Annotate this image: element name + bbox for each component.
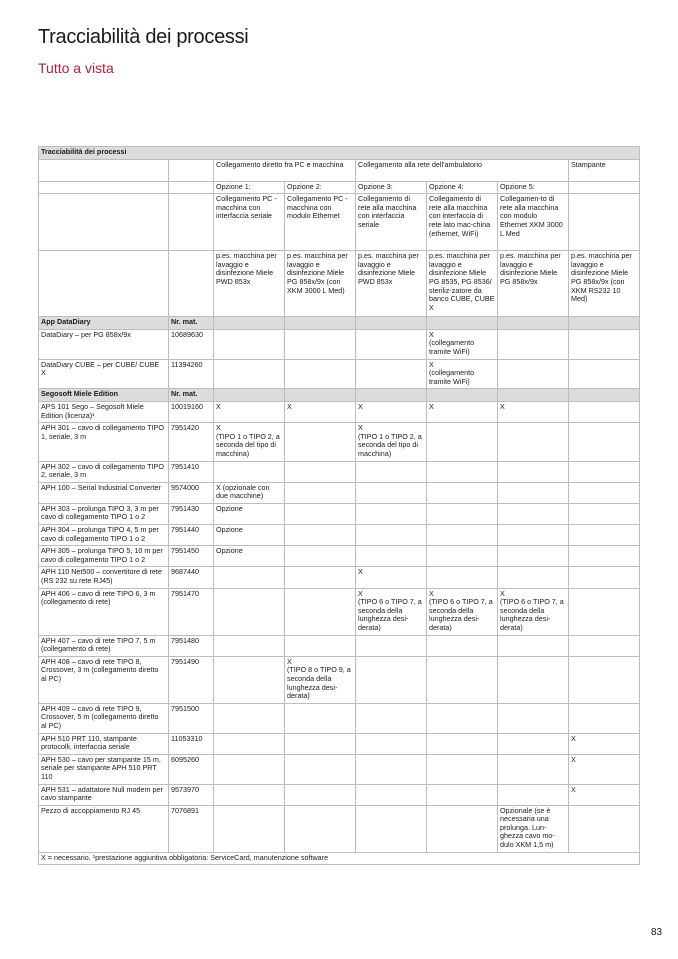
option-cell — [214, 567, 285, 588]
option-cell: Opzione — [214, 546, 285, 567]
group-label-direct: Collegamento diretto fra PC e macchina — [214, 159, 356, 181]
table-caption: Tracciabilità dei processi — [39, 147, 640, 160]
material-number: 7951420 — [169, 423, 214, 461]
material-number: 9574000 — [169, 482, 214, 503]
option-cell — [356, 359, 427, 389]
empty-cell — [356, 317, 427, 330]
option-cell — [427, 656, 498, 703]
table-row — [39, 482, 640, 503]
material-number: 11053310 — [169, 733, 214, 754]
group-label-printer: Stampante — [569, 159, 640, 181]
option-cell — [427, 503, 498, 524]
option-cell: X (TIPO 6 o TIPO 7, a seconda della lunghezza desi-derata) — [356, 588, 427, 635]
option-cell — [498, 703, 569, 733]
option-cell: X — [285, 401, 356, 422]
example-machine: p.es. macchina per lavaggio e disinfezione Miele PG 858x/9x (con XKM 3000 L Med) — [285, 251, 356, 317]
option-cell: Opzionale (se è necessaria una prolunga. Lun-ghezza cavo mo-dulo XKM 1,5 m) — [498, 805, 569, 852]
material-number-header: Nr. mat. — [169, 317, 214, 330]
option-cell — [285, 503, 356, 524]
article-name: APH 303 – prolunga TIPO 3, 3 m per cavo di collegamento TIPO 1 o 2 — [39, 503, 169, 524]
caption-row — [39, 147, 640, 160]
option-cell — [285, 805, 356, 852]
empty-cell — [214, 389, 285, 402]
option-cell — [356, 546, 427, 567]
empty-cell — [356, 389, 427, 402]
option-cell — [569, 525, 640, 546]
option-cell — [427, 703, 498, 733]
option-cell — [356, 703, 427, 733]
option-cell — [427, 461, 498, 482]
material-number: 7951500 — [169, 703, 214, 733]
article-name: APH 100 – Serial Industrial Converter — [39, 482, 169, 503]
option-cell — [569, 588, 640, 635]
table-row — [39, 423, 640, 461]
descriptions-row — [39, 194, 640, 251]
article-name: APH 510 PRT 110, stampante protocolli, interfaccia seriale — [39, 733, 169, 754]
option-cell — [569, 703, 640, 733]
empty-cell — [39, 159, 169, 181]
option-cell — [427, 423, 498, 461]
option-cell — [498, 546, 569, 567]
empty-cell — [39, 194, 169, 251]
option-cell — [356, 635, 427, 656]
option-cell — [498, 525, 569, 546]
article-name: Pezzo di accoppiamento RJ 45 — [39, 805, 169, 852]
options-row — [39, 181, 640, 194]
empty-cell — [569, 181, 640, 194]
empty-cell — [427, 389, 498, 402]
article-name: DataDiary CUBE – per CUBE/ CUBE X — [39, 359, 169, 389]
material-number: 6095260 — [169, 754, 214, 784]
option-cell — [498, 359, 569, 389]
option-cell — [569, 503, 640, 524]
option-cell: Opzione — [214, 525, 285, 546]
empty-cell — [169, 159, 214, 181]
section-header-row — [39, 317, 640, 330]
option-label: Opzione 3: — [356, 181, 427, 194]
option-cell — [498, 482, 569, 503]
option-cell — [214, 703, 285, 733]
table-row — [39, 784, 640, 805]
option-cell: X (TIPO 1 o TIPO 2, a seconda del tipo di macchina) — [214, 423, 285, 461]
material-number-header: Nr. mat. — [169, 389, 214, 402]
option-cell — [285, 461, 356, 482]
option-cell — [285, 635, 356, 656]
option-description: Collegamento PC - macchina con interfaccia seriale — [214, 194, 285, 251]
empty-cell — [498, 389, 569, 402]
option-cell — [498, 635, 569, 656]
option-cell — [285, 525, 356, 546]
option-cell: X (opzionale con due macchine) — [214, 482, 285, 503]
article-name: APH 530 – cavo per stampante 15 m, seriale per stampante APH 510 PRT 110 — [39, 754, 169, 784]
article-name: DataDiary – per PG 858x/9x — [39, 329, 169, 359]
option-cell: X (TIPO 8 o TIPO 9, a seconda della lunghezza desi-derata) — [285, 656, 356, 703]
option-cell — [427, 567, 498, 588]
option-cell — [569, 329, 640, 359]
material-number: 7951470 — [169, 588, 214, 635]
option-cell — [498, 656, 569, 703]
option-cell — [356, 805, 427, 852]
material-number: 7951430 — [169, 503, 214, 524]
option-cell — [214, 656, 285, 703]
example-machine: p.es. macchina per lavaggio e disinfezione Miele PWD 853x — [214, 251, 285, 317]
table-row — [39, 733, 640, 754]
empty-cell — [169, 251, 214, 317]
article-name: APH 531 – adattatore Null modem per cavo stampante — [39, 784, 169, 805]
article-name: APH 409 – cavo di rete TIPO 9, Crossover, 5 m (collegamento diretto al PC) — [39, 703, 169, 733]
option-cell — [498, 784, 569, 805]
section-header-row — [39, 389, 640, 402]
option-label: Opzione 4: — [427, 181, 498, 194]
option-cell — [214, 461, 285, 482]
option-label: Opzione 2: — [285, 181, 356, 194]
option-cell: X — [569, 784, 640, 805]
process-traceability-table — [38, 146, 640, 865]
material-number: 7951490 — [169, 656, 214, 703]
option-cell — [214, 805, 285, 852]
option-cell — [427, 754, 498, 784]
option-cell — [356, 503, 427, 524]
table-row — [39, 546, 640, 567]
table-row — [39, 805, 640, 852]
material-number: 10689630 — [169, 329, 214, 359]
option-description: Collegamen-to di rete alla macchina con modulo Ethernet XKM 3000 L Med — [498, 194, 569, 251]
empty-cell — [39, 251, 169, 317]
option-cell — [356, 461, 427, 482]
page-title: Tracciabilità dei processi — [38, 26, 249, 48]
table-row — [39, 635, 640, 656]
option-cell: X — [214, 401, 285, 422]
example-machine: p.es. macchina per lavaggio e disinfezione Miele PG 858x/9x — [498, 251, 569, 317]
option-cell — [356, 754, 427, 784]
section-title: App DataDiary — [39, 317, 169, 330]
material-number: 7951450 — [169, 546, 214, 567]
empty-cell — [569, 194, 640, 251]
empty-cell — [498, 317, 569, 330]
option-cell — [569, 401, 640, 422]
table-row — [39, 656, 640, 703]
option-cell — [214, 329, 285, 359]
option-cell — [569, 461, 640, 482]
option-label: Opzione 1: — [214, 181, 285, 194]
material-number: 9687440 — [169, 567, 214, 588]
option-cell — [356, 329, 427, 359]
empty-cell — [569, 389, 640, 402]
option-cell — [569, 546, 640, 567]
option-cell — [427, 482, 498, 503]
option-cell — [356, 733, 427, 754]
material-number: 10019160 — [169, 401, 214, 422]
table-row — [39, 588, 640, 635]
option-cell — [356, 482, 427, 503]
option-cell — [498, 329, 569, 359]
option-cell: X — [427, 401, 498, 422]
option-cell — [569, 805, 640, 852]
article-name: APH 302 – cavo di collegamento TIPO 2, seriale, 3 m — [39, 461, 169, 482]
option-cell — [427, 805, 498, 852]
option-cell — [569, 423, 640, 461]
page-number: 83 — [651, 927, 663, 938]
option-cell — [214, 784, 285, 805]
option-cell — [285, 703, 356, 733]
article-name: APH 304 – prolunga TIPO 4, 5 m per cavo di collegamento TIPO 1 o 2 — [39, 525, 169, 546]
article-name: APS 101 Sego – Segosoft Miele Edition (licenza)¹ — [39, 401, 169, 422]
example-machine: p.es. macchina per lavaggio e disinfezione Miele PG 8535, PG 8536/ steriliz-zatore da banco CUBE, CUBE X — [427, 251, 498, 317]
option-description: Collegamento di rete alla macchina con interfaccia seriale — [356, 194, 427, 251]
option-cell — [285, 359, 356, 389]
option-cell — [498, 423, 569, 461]
option-cell — [356, 656, 427, 703]
option-cell — [498, 567, 569, 588]
empty-cell — [214, 317, 285, 330]
option-cell: X — [498, 401, 569, 422]
empty-cell — [39, 181, 169, 194]
option-label: Opzione 5: — [498, 181, 569, 194]
section-title: Segosoft Miele Edition — [39, 389, 169, 402]
table-row — [39, 525, 640, 546]
option-cell — [427, 546, 498, 567]
option-cell — [285, 329, 356, 359]
page-subtitle: Tutto a vista — [38, 60, 114, 76]
option-cell — [285, 754, 356, 784]
table-row — [39, 359, 640, 389]
article-name: APH 305 – prolunga TIPO 5, 10 m per cavo di collegamento TIPO 1 o 2 — [39, 546, 169, 567]
article-name: APH 407 – cavo di rete TIPO 7, 5 m (collegamento di rete) — [39, 635, 169, 656]
table-row — [39, 754, 640, 784]
option-cell — [214, 733, 285, 754]
table-row — [39, 503, 640, 524]
option-cell — [569, 567, 640, 588]
option-cell — [498, 503, 569, 524]
group-header-row — [39, 159, 640, 181]
footnote: X = necessario, ¹prestazione aggiuntiva obbligatoria: ServiceCard, manutenzione software — [39, 852, 640, 865]
option-cell: X (TIPO 1 o TIPO 2, a seconda del tipo di macchina) — [356, 423, 427, 461]
option-cell: X (TIPO 6 o TIPO 7, a seconda della lunghezza desi-derata) — [427, 588, 498, 635]
table-row — [39, 567, 640, 588]
empty-cell — [569, 317, 640, 330]
option-description: Collegamento PC - macchina con modulo Ethernet — [285, 194, 356, 251]
option-cell: X — [356, 567, 427, 588]
option-cell — [285, 423, 356, 461]
empty-cell — [285, 389, 356, 402]
empty-cell — [169, 194, 214, 251]
example-machine: p.es. macchina per lavaggio e disinfezione Miele PG 858x/9x (con XKM RS232 10 Med) — [569, 251, 640, 317]
empty-cell — [427, 317, 498, 330]
material-number: 7951480 — [169, 635, 214, 656]
option-cell — [214, 588, 285, 635]
option-cell — [214, 359, 285, 389]
option-cell — [427, 733, 498, 754]
option-cell: X (TIPO 6 o TIPO 7, a seconda della lunghezza desi-derata) — [498, 588, 569, 635]
article-name: APH 406 – cavo di rete TIPO 6, 3 m (collegamento di rete) — [39, 588, 169, 635]
option-cell — [214, 754, 285, 784]
option-cell: X (collegamento tramite WiFi) — [427, 329, 498, 359]
article-name: APH 301 – cavo di collegamento TIPO 1, seriale, 3 m — [39, 423, 169, 461]
option-cell — [356, 525, 427, 546]
option-cell — [569, 656, 640, 703]
option-cell — [427, 635, 498, 656]
footnote-row — [39, 852, 640, 865]
empty-cell — [285, 317, 356, 330]
option-cell: Opzione — [214, 503, 285, 524]
material-number: 7951440 — [169, 525, 214, 546]
option-cell: X — [569, 733, 640, 754]
material-number: 9573970 — [169, 784, 214, 805]
option-cell — [356, 784, 427, 805]
table-row — [39, 401, 640, 422]
option-cell — [569, 482, 640, 503]
empty-cell — [169, 181, 214, 194]
option-cell: X — [356, 401, 427, 422]
material-number: 7076891 — [169, 805, 214, 852]
article-name: APH 408 – cavo di rete TIPO 8, Crossover, 3 m (collegamento diretto al PC) — [39, 656, 169, 703]
table-row — [39, 329, 640, 359]
option-description: Collegamento di rete alla macchina con interfaccia di rete lato mac-china (ethernet, WiFi) — [427, 194, 498, 251]
option-cell — [285, 482, 356, 503]
option-cell — [285, 784, 356, 805]
option-cell — [214, 635, 285, 656]
group-label-network: Collegamento alla rete dell'ambulatorio — [356, 159, 569, 181]
material-number: 11394260 — [169, 359, 214, 389]
option-cell — [569, 635, 640, 656]
option-cell: X — [569, 754, 640, 784]
option-cell — [498, 754, 569, 784]
option-cell — [285, 588, 356, 635]
option-cell — [427, 525, 498, 546]
option-cell — [285, 733, 356, 754]
option-cell — [285, 546, 356, 567]
option-cell: X (collegamento tramite WiFi) — [427, 359, 498, 389]
option-cell — [427, 784, 498, 805]
option-cell — [498, 461, 569, 482]
option-cell — [498, 733, 569, 754]
article-name: APH 110 Net500 – convertitore di rete (RS 232 su rete RJ45) — [39, 567, 169, 588]
examples-row — [39, 251, 640, 317]
table-row — [39, 461, 640, 482]
option-cell — [569, 359, 640, 389]
example-machine: p.es. macchina per lavaggio e disinfezione Miele PWD 853x — [356, 251, 427, 317]
option-cell — [285, 567, 356, 588]
table-row — [39, 703, 640, 733]
material-number: 7951410 — [169, 461, 214, 482]
